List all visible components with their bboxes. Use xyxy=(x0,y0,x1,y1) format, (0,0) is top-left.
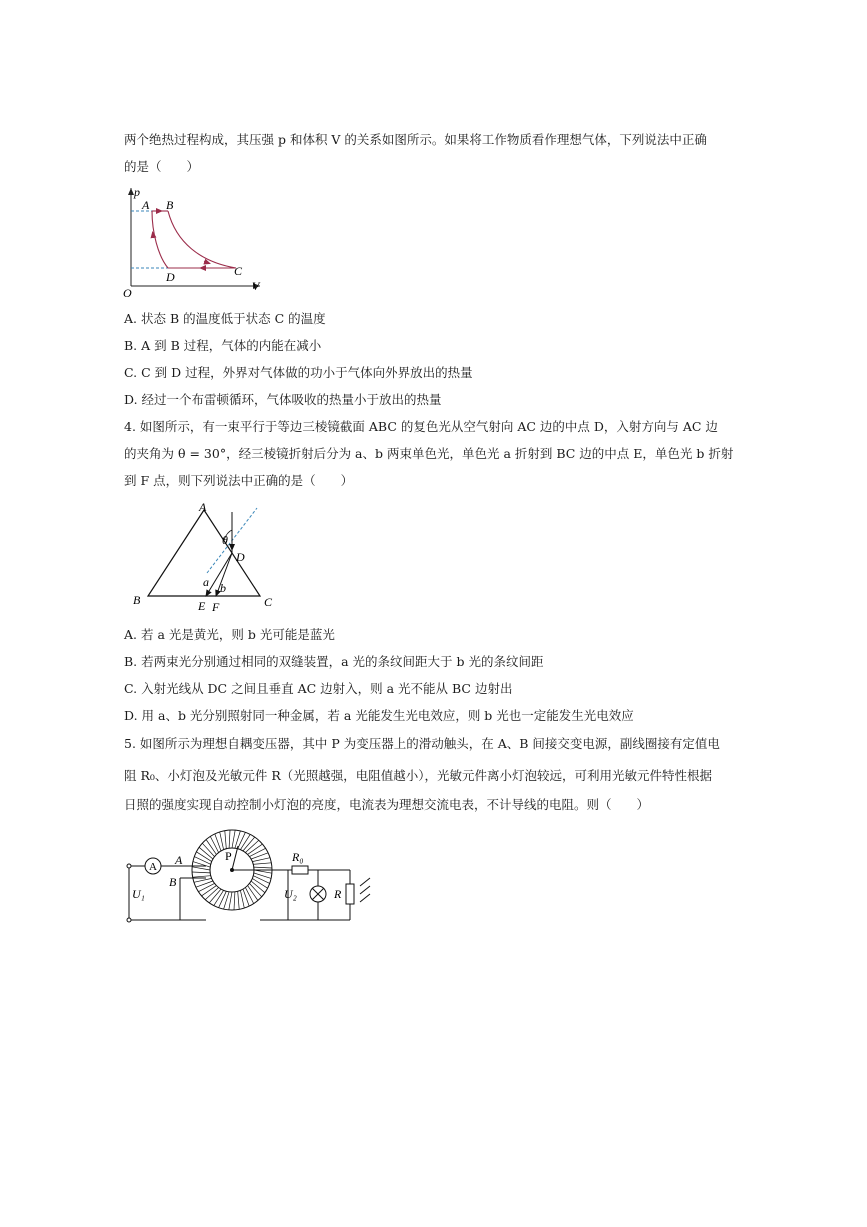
coil-winding xyxy=(206,840,216,855)
label-p: P xyxy=(225,849,232,863)
q4-stem-line-1: 4. 如图所示，有一束平行于等边三棱镜截面 ABC 的复色光从空气射向 AC 边的中点 D，入射方向与 AC 边 xyxy=(124,419,718,434)
q3-stem-line-2: 的是（ ） xyxy=(124,159,200,174)
label-u1: U₁ xyxy=(132,887,145,901)
q5-stem-line-2: 阻 R₀、小灯泡及光敏元件 R（光照越强，电阻值越小），光敏元件离小灯泡较远，可利用光敏元件特性根据 xyxy=(124,768,713,783)
label-b: B xyxy=(169,875,177,889)
coil-winding xyxy=(210,836,218,852)
coil-winding xyxy=(214,890,224,905)
label-ray-b: b xyxy=(220,581,226,595)
light-ray-1 xyxy=(360,878,370,886)
q3-option-b: B. A 到 B 过程，气体的内能在减小 xyxy=(124,338,322,353)
q3-stem-line-1: 两个绝热过程构成，其压强 p 和体积 V 的关系如图所示。如果将工作物质看作理想气体，下列说法中正确 xyxy=(124,132,707,147)
coil-winding xyxy=(198,883,214,891)
q4-option-b: B. 若两束光分别通过相同的双缝装置，a 光的条纹间距大于 b 光的条纹间距 xyxy=(124,654,544,669)
label-e-point: E xyxy=(198,599,206,613)
coil-winding xyxy=(199,847,213,859)
coil-winding xyxy=(192,872,210,873)
coil-winding xyxy=(253,863,271,865)
terminal-top xyxy=(127,864,131,868)
coil-winding xyxy=(192,867,210,870)
q3-option-c: C. C 到 D 过程，外界对气体做的功小于气体向外界放出的热量 xyxy=(124,365,473,380)
coil-winding xyxy=(250,883,262,896)
label-b-vertex: B xyxy=(133,593,141,607)
label-r: R xyxy=(334,887,342,901)
coil-winding xyxy=(243,837,255,851)
ray-a xyxy=(206,553,232,596)
coil-winding xyxy=(240,890,244,908)
coil-winding xyxy=(252,858,270,862)
label-d-point: D xyxy=(236,550,245,564)
coil-winding xyxy=(220,832,224,850)
coil-winding xyxy=(240,834,250,849)
q5-stem-line-1: 5. 如图所示为理想自耦变压器，其中 P 为变压器上的滑动触头，在 A、B 间接交变电源，副线圈接有定值电 xyxy=(124,736,720,751)
q3-option-d: D. 经过一个布雷顿循环，气体吸收的热量小于放出的热量 xyxy=(124,392,442,407)
coil-winding xyxy=(245,840,258,852)
coil-winding xyxy=(251,881,265,893)
coil-winding xyxy=(248,886,258,901)
resistor-r0 xyxy=(292,866,308,874)
light-ray-3 xyxy=(360,894,370,902)
pv-diagram xyxy=(120,184,270,300)
label-u2: U₂ xyxy=(284,887,297,901)
label-a: A xyxy=(142,198,150,212)
label-f-point: F xyxy=(212,600,220,614)
terminal-bottom xyxy=(127,918,131,922)
label-a: A xyxy=(175,853,183,867)
q5-stem-line-3: 日照的强度实现自动控制小灯泡的亮度，电流表为理想交流电表，不计导线的电阻。则（ ） xyxy=(124,797,650,812)
coil-winding xyxy=(202,843,214,856)
label-p: p xyxy=(134,185,140,199)
process-da xyxy=(152,211,168,268)
label-c: C xyxy=(234,264,243,278)
label-o: O xyxy=(123,286,132,300)
coil-winding xyxy=(235,831,241,848)
label-b: B xyxy=(166,198,174,212)
q3-option-a: A. 状态 B 的温度低于状态 C 的温度 xyxy=(124,311,326,326)
coil-winding xyxy=(254,867,272,868)
q4-stem-line-3: 到 F 点，则下列说法中正确的是（ ） xyxy=(124,473,354,488)
coil-winding xyxy=(215,834,221,851)
coil-winding xyxy=(243,889,249,906)
label-c-vertex: C xyxy=(264,595,273,609)
coil-winding xyxy=(250,848,266,856)
process-bc xyxy=(168,211,236,268)
q4-option-c: C. 入射光线从 DC 之间且垂直 AC 边射入，则 a 光不能从 BC 边射出 xyxy=(124,681,513,696)
label-ray-a: a xyxy=(203,575,209,589)
coil-winding xyxy=(194,878,212,882)
coil-winding xyxy=(234,892,235,910)
coil-winding xyxy=(252,878,267,888)
coil-winding xyxy=(238,891,240,909)
coil-winding xyxy=(229,830,230,848)
coil-winding xyxy=(209,889,221,903)
coil-winding xyxy=(248,844,263,854)
ammeter-label: A xyxy=(149,861,157,873)
q4-stem-line-2: 的夹角为 θ = 30°，经三棱镜折射后分为 a、b 两束单色光，单色光 a 折射到 BC 边的中点 E，单色光 b 折射 xyxy=(124,446,734,461)
transformer-circuit xyxy=(120,826,376,926)
coil-winding xyxy=(245,888,253,904)
coil-winding xyxy=(205,888,218,900)
coil-winding xyxy=(229,892,232,910)
coil-winding xyxy=(232,830,235,848)
coil-winding xyxy=(254,873,271,879)
q4-option-a: A. 若 a 光是黄光，则 b 光可能是蓝光 xyxy=(124,627,335,642)
center-node xyxy=(230,868,234,872)
coil-winding xyxy=(251,853,268,859)
coil-winding xyxy=(225,831,227,849)
coil-winding xyxy=(202,886,217,896)
label-d: D xyxy=(166,270,175,284)
coil-winding xyxy=(196,881,213,887)
slider-p xyxy=(232,846,238,870)
label-theta: θ xyxy=(222,533,228,547)
coil-winding xyxy=(193,876,211,878)
arrow-da xyxy=(153,232,154,238)
arrow-bc xyxy=(204,262,210,264)
label-v: V xyxy=(252,279,260,293)
label-a-vertex: A xyxy=(199,500,207,514)
coil-winding xyxy=(224,892,230,909)
q4-option-d: D. 用 a、b 光分别照射同一种金属，若 a 光能发生光电效应，则 b 光也一定能发生光电效应 xyxy=(124,708,634,723)
photoresistor xyxy=(346,884,354,904)
prism-diagram xyxy=(128,498,278,614)
coil-winding xyxy=(196,852,211,862)
label-r0: R₀ xyxy=(292,850,304,864)
light-ray-2 xyxy=(360,886,370,894)
